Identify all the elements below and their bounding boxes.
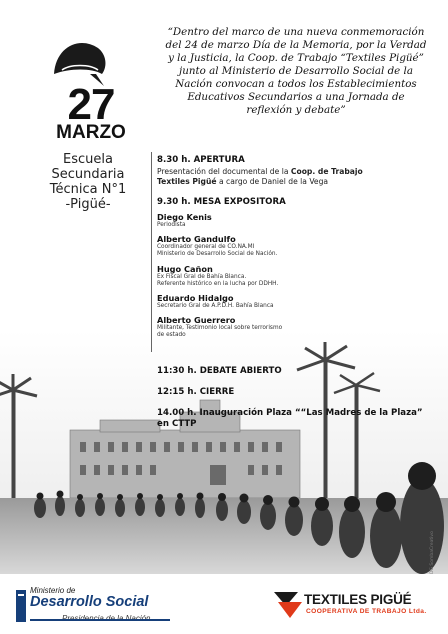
intro-line: y la Justicia, la Coop. de Trabajo “Textiles Pigüé” (168, 52, 424, 64)
section-apertura-title: 8.30 h. APERTURA (157, 155, 245, 165)
school-line: Escuela (63, 152, 113, 167)
speaker (157, 264, 442, 288)
speaker-name: Eduardo Hidalgo (157, 293, 234, 304)
debate-item: 11:30 h. DEBATE ABIERTO (157, 366, 282, 376)
intro-line: reflexión y debate” (246, 104, 346, 116)
textiles-pigue-mark-icon (272, 588, 304, 620)
speaker (157, 234, 442, 258)
school-line: Secundaria (51, 167, 125, 182)
ministry-logo-mark-icon (16, 590, 26, 622)
speaker-role: Coordinador general de CO.NA.MI (157, 244, 255, 251)
divider (151, 152, 152, 352)
school-line: -Pigüé- (65, 197, 111, 212)
speaker (157, 212, 442, 229)
speaker-name: Alberto Gandulfo (157, 234, 236, 245)
event-month: MARZO (56, 122, 126, 143)
intro-line: Educativos Secundarios a una Jornada de (187, 91, 405, 103)
speaker-role: Secretario Gral de A.P.D.H. Bahía Blanca (157, 303, 274, 310)
intro-line: junto al Ministerio de Desarrollo Social de la (179, 65, 413, 77)
program-afternoon (157, 366, 442, 440)
apertura-description: Presentación del documental de la Coop. de Trabajo Textiles Pigüé a cargo de Daniel de la Vega (157, 167, 363, 186)
speaker (157, 315, 442, 339)
intro-line: “Dentro del marco de una nueva conmemoración (167, 26, 425, 38)
textiles-pigue-logo (272, 588, 440, 628)
school-name (28, 152, 148, 212)
intro-line: del 24 de marzo Día de la Memoria, por la Verdad (165, 39, 427, 51)
intro-quote (152, 26, 440, 117)
speaker-name: Alberto Guerrero (157, 315, 236, 326)
coop-subtitle: COOPERATIVA DE TRABAJO Ltda. (306, 608, 427, 615)
coop-name: TEXTILES PIGÜÉ (304, 592, 412, 607)
intro-line: Nación convocan a todos los Establecimientos (175, 78, 417, 90)
event-day: 27 (67, 80, 115, 129)
speaker (157, 293, 442, 310)
ministry-line-1: Ministerio de (30, 586, 76, 595)
speaker-name: Hugo Cañon (157, 263, 213, 274)
ministerio-desarrollo-social-logo (16, 586, 176, 623)
section-mesa-title: 9.30 h. MESA EXPOSITORA (157, 197, 286, 207)
speaker-role: Militante, Testimonio local sobre terrorismo (157, 325, 283, 332)
speaker-role: de estado (157, 332, 186, 339)
cierre-item: 12:15 h. CIERRE (157, 387, 235, 397)
design-credit: DG SombaCreativo (430, 531, 435, 574)
speaker-role: Referente histórico en la lucha por DDHH. (157, 280, 279, 287)
ministry-line-2: Desarrollo Social (30, 594, 149, 610)
inauguracion-item: 14.00 h. Inauguración Plaza ““Las Madres de la Plaza” en CTTP (157, 408, 423, 429)
speaker-role: Ex Fiscal Gral de Bahía Blanca. (157, 273, 247, 280)
school-line: Técnica N°1 (49, 182, 127, 197)
speaker-name: Diego Kenis (157, 212, 212, 222)
speaker-role: Periodista (157, 222, 186, 228)
speaker-role: Ministerio de Desarrollo Social de Nación. (157, 251, 278, 258)
program-schedule (157, 155, 442, 340)
